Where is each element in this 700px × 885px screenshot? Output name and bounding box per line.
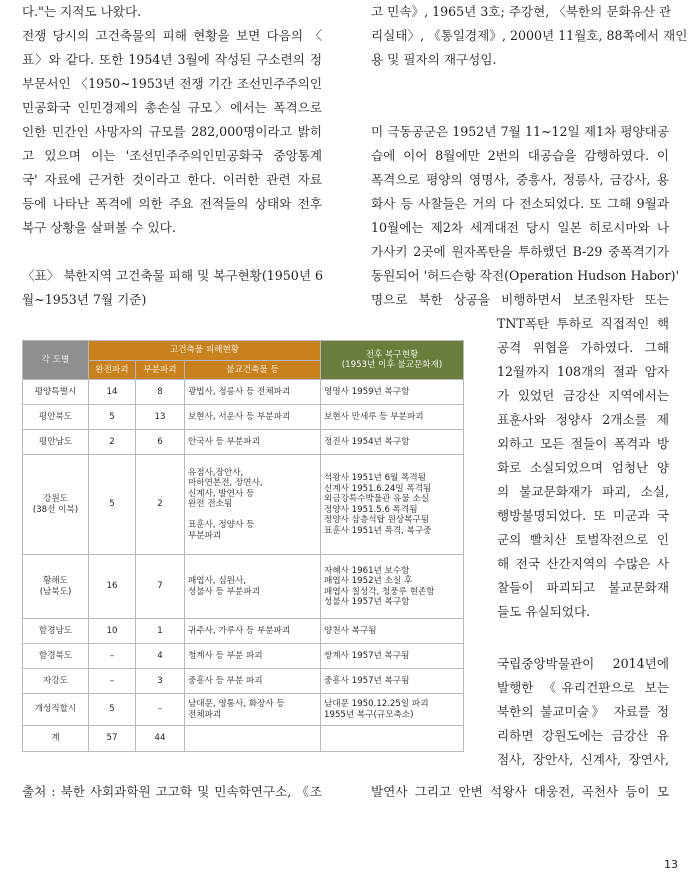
cell-region: 함경북도 bbox=[23, 644, 89, 669]
table-row bbox=[23, 669, 464, 694]
body-text-line: 가 있었던 금강산 지역에서는 bbox=[497, 388, 669, 403]
cell-complete: 57 bbox=[89, 726, 136, 752]
body-text-line: 발연사 그리고 안변 석왕사 대웅전, 곡천사 등이 모 bbox=[371, 784, 669, 799]
cell-region: 평양특별시 bbox=[23, 380, 89, 405]
cell-restore bbox=[321, 726, 464, 752]
body-text-line: 습에 이어 8월에만 2번의 대공습을 감행하였다. 이 bbox=[371, 148, 669, 163]
body-text-line: 민공화국 인민경제의 총손실 규모〉에서는 폭격으로 bbox=[22, 100, 322, 115]
body-text-line: 전쟁 당시의 고건축물의 피해 현황을 보면 다음의 〈 bbox=[22, 28, 322, 43]
body-text-line: 12월까지 108개의 절과 암자 bbox=[497, 364, 669, 379]
footnote-line: 리실태〉, 《통일경제》, 2000년 11월호, 88쪽에서 재인 bbox=[371, 28, 688, 43]
cell-restore: 자혜사 1961년 보수함 패엽사 1952년 소실 후 패엽사 칠성각, 청풍루 현존함 성불사 1957년 복구함 bbox=[321, 555, 464, 619]
body-text-line: 부문서인 〈1950~1953년 전쟁 기간 조선민주주의인 bbox=[22, 76, 322, 91]
table-caption: 〈표〉 북한지역 고건축물 피해 및 복구현황(1950년 6 bbox=[22, 268, 323, 283]
cell-partial: 6 bbox=[136, 430, 185, 455]
cell-buildings: 유점사,장안사, 마하연본전, 장연사, 신계사, 발연사 등 완전 전소됨 표훈사, 정양사 등 부분파괴 bbox=[185, 455, 321, 555]
cell-partial: 13 bbox=[136, 405, 185, 430]
body-text-line: 군의 빨치산 토벌작전으로 인 bbox=[497, 532, 669, 547]
body-text-line: 등에 나타난 폭격에 의한 주요 전적들의 상태와 전후 bbox=[22, 196, 322, 211]
body-text-line: 찰들이 파괴되고 불교문화재 bbox=[497, 580, 669, 595]
table-row bbox=[23, 644, 464, 669]
body-text-line: 들도 유실되었다. bbox=[497, 604, 591, 619]
cell-buildings: 귀주사, 가루사 등 부분파괴 bbox=[185, 619, 321, 644]
body-text-line: 고 있으며 이는 '조선민주주의인민공화국 중앙통계 bbox=[22, 148, 322, 163]
cell-partial: 2 bbox=[136, 455, 185, 555]
body-text-line: 북한의 불교미술》 자료를 정 bbox=[497, 704, 669, 719]
body-text-line: 가사키 2곳에 원자폭탄을 투하했던 B-29 중폭격기가 bbox=[371, 244, 669, 259]
cell-complete: 16 bbox=[89, 555, 136, 619]
body-text-line: 10월에는 제2차 세계대전 당시 일본 히로시마와 나 bbox=[371, 220, 669, 235]
table-row bbox=[23, 555, 464, 619]
table-row bbox=[23, 380, 464, 405]
body-text-line: 표훈사와 정양사 2개소를 제 bbox=[497, 412, 669, 427]
table-row bbox=[23, 619, 464, 644]
header-partial: 부분파괴 bbox=[136, 361, 185, 380]
cell-region: 평안북도 bbox=[23, 405, 89, 430]
footnote-line: 고 민속》, 1965년 3호; 주강현, 〈북한의 문화유산 관 bbox=[371, 4, 672, 19]
cell-complete: – bbox=[89, 644, 136, 669]
body-text-line: 점사, 장안사, 신계사, 장연사, bbox=[497, 752, 669, 767]
cell-restore: 중흥사 1957년 복구됨 bbox=[321, 669, 464, 694]
cell-buildings: 중흥사 등 부분 파괴 bbox=[185, 669, 321, 694]
cell-complete: 14 bbox=[89, 380, 136, 405]
header-restore-group: 전후 복구현황 (1953년 이후 불교문화재) bbox=[321, 341, 464, 380]
table-caption: 월~1953년 7월 기준) bbox=[22, 292, 147, 307]
cell-region: 황해도 (남북도) bbox=[23, 555, 89, 619]
cell-complete: – bbox=[89, 669, 136, 694]
cell-restore: 양천사 복구됨 bbox=[321, 619, 464, 644]
body-text-line: 화사 등 사찰들은 거의 다 전소되었다. 또 그해 9월과 bbox=[371, 196, 669, 211]
cell-partial: 1 bbox=[136, 619, 185, 644]
body-text-line: TNT폭탄 투하로 직접적인 핵 bbox=[497, 316, 669, 331]
body-text-line: 공격 위협을 가하였다. 그해 bbox=[497, 340, 669, 355]
table-row bbox=[23, 694, 464, 726]
cell-buildings: 안국사 등 부분파괴 bbox=[185, 430, 321, 455]
cell-buildings: 청계사 등 부분 파괴 bbox=[185, 644, 321, 669]
cell-region: 함경남도 bbox=[23, 619, 89, 644]
body-text-line: 미 극동공군은 1952년 7월 11~12일 제1차 평양대공 bbox=[371, 124, 669, 139]
cell-buildings: 패엽사, 심원사, 성불사 등 부분파괴 bbox=[185, 555, 321, 619]
cell-partial: 4 bbox=[136, 644, 185, 669]
cell-restore: 남대문 1950.12.25일 파괴 1955년 복구(규모축소) bbox=[321, 694, 464, 726]
body-text-line: 동원되어 '허드슨항 작전(Operation Hudson Habor)' bbox=[371, 268, 680, 283]
body-text-line: 명으로 북한 상공을 비행하면서 보조원자탄 또는 bbox=[371, 292, 669, 307]
cell-region: 평안남도 bbox=[23, 430, 89, 455]
source-note: 출처 : 북한 사회과학원 고고학 및 민속학연구소, 《조 bbox=[22, 784, 322, 799]
footnote-line: 용 및 필자의 재구성임. bbox=[371, 52, 497, 67]
cell-complete: 10 bbox=[89, 619, 136, 644]
cell-region: 계 bbox=[23, 726, 89, 752]
body-text-line: 화로 소실되었으며 엄청난 양 bbox=[497, 460, 669, 475]
cell-partial: 44 bbox=[136, 726, 185, 752]
header-buildings: 불교건축물 등 bbox=[185, 361, 321, 380]
cell-partial: 8 bbox=[136, 380, 185, 405]
table-row bbox=[23, 726, 464, 752]
header-region: 각 도별 bbox=[23, 341, 89, 380]
cell-restore: 보현사 만세루 등 부분파괴 bbox=[321, 405, 464, 430]
body-text-line: 국' 자료에 근거한 것이라고 한다. 이러한 관련 자료 bbox=[22, 172, 322, 187]
header-damage-group: 고건축물 피해현황 bbox=[89, 341, 321, 361]
body-text-line: 폭격으로 평양의 영명사, 중흥사, 정릉사, 금강사, 용 bbox=[371, 172, 669, 187]
cell-restore: 쌍계사 1957년 복구됨 bbox=[321, 644, 464, 669]
cell-region: 강원도 (38선 이북) bbox=[23, 455, 89, 555]
table-row bbox=[23, 455, 464, 555]
body-text-line: 발행한 《유리건판으로 보는 bbox=[497, 680, 669, 695]
body-text-line: 행방불명되었다. 또 미군과 국 bbox=[497, 508, 669, 523]
cell-buildings: 남대문, 영통사, 화장사 등 전체파괴 bbox=[185, 694, 321, 726]
page-number: 13 bbox=[664, 858, 678, 871]
cell-restore: 영명사 1959년 복구함 bbox=[321, 380, 464, 405]
body-text-line: 국립중앙박물관이 2014년에 bbox=[497, 656, 669, 671]
cell-complete: 5 bbox=[89, 694, 136, 726]
body-text-line: 다."는 지적도 나왔다. bbox=[22, 4, 142, 19]
cell-region: 개성직할시 bbox=[23, 694, 89, 726]
cell-restore: 정진사 1954년 복구함 bbox=[321, 430, 464, 455]
body-text-line: 의 불교문화재가 파괴, 소실, bbox=[497, 484, 669, 499]
table-row bbox=[23, 430, 464, 455]
cell-restore: 석왕사 1951년 6월 폭격됨 신계사 1951.6.24일 폭격됨 외금강특수박물관 유물 소실 정양사 1951.5.6 폭격됨 정양사 삼층석탑 원상복구됨 표훈사 1951년 폭격, 복구중 bbox=[321, 455, 464, 555]
cell-region: 자강도 bbox=[23, 669, 89, 694]
body-text-line: 해 전국 산간지역의 수많은 사 bbox=[497, 556, 669, 571]
cell-complete: 2 bbox=[89, 430, 136, 455]
body-text-line: 외하고 모든 절들이 폭격과 방 bbox=[497, 436, 669, 451]
cell-partial: – bbox=[136, 694, 185, 726]
cell-buildings: 광법사, 정릉사 등 전체파괴 bbox=[185, 380, 321, 405]
body-text-line: 복구 상황을 살펴볼 수 있다. bbox=[22, 220, 176, 235]
cell-complete: 5 bbox=[89, 405, 136, 430]
table-row bbox=[23, 405, 464, 430]
body-text-line: 표〉와 같다. 또한 1954년 3월에 작성된 구소련의 정 bbox=[22, 52, 322, 67]
body-text-line: 리하면 강원도에는 금강산 유 bbox=[497, 728, 669, 743]
cell-buildings bbox=[185, 726, 321, 752]
cell-complete: 5 bbox=[89, 455, 136, 555]
cell-partial: 3 bbox=[136, 669, 185, 694]
header-complete: 완전파괴 bbox=[89, 361, 136, 380]
cell-buildings: 보현사, 서운사 등 부분파괴 bbox=[185, 405, 321, 430]
cell-partial: 7 bbox=[136, 555, 185, 619]
damage-table bbox=[22, 340, 464, 752]
body-text-line: 인한 민간인 사망자의 규모를 282,000명이라고 밝히 bbox=[22, 124, 322, 139]
